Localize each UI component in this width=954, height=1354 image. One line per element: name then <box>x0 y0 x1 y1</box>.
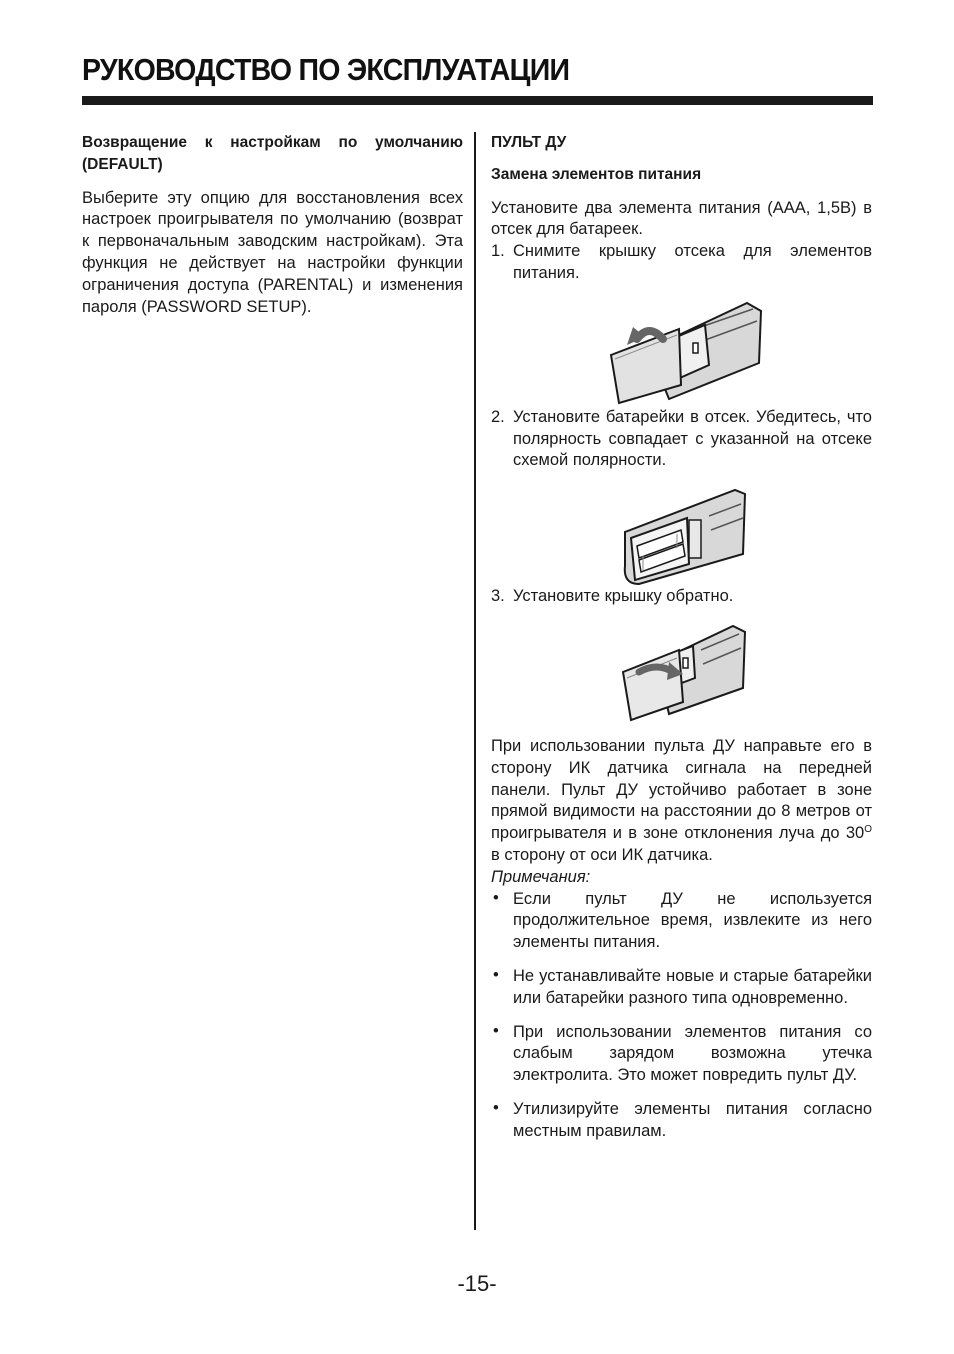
insert-batteries-illustration <box>617 486 747 586</box>
replace-cover-illustration <box>617 622 747 722</box>
note-item: • Если пульт ДУ не используется продолжительное время, извлеките из него элементы питания. <box>493 888 872 952</box>
left-column <box>82 132 463 318</box>
note-item: • Утилизируйте элементы питания согласно местным правилам. <box>493 1098 872 1140</box>
bullet-icon: • <box>493 888 499 907</box>
usage-paragraph: При использовании пульта ДУ направьте его в сторону ИК датчика сигнала на передней панели. Пульт ДУ устойчиво работает в зоне прямой видимости на расстоянии до 8 метров от проигрывателя и в зоне отклонения луча до $30^O$ в сторону от оси ИК датчика. <box>491 736 872 864</box>
steps-list-2 <box>491 407 872 472</box>
bullet-icon: • <box>493 1021 499 1040</box>
note-item: • При использовании элементов питания со слабым зарядом возможна утечка электролита. Это может повредить пульт ДУ. <box>493 1021 872 1085</box>
step-1 <box>491 241 872 285</box>
step-number: 1. <box>491 242 505 261</box>
note-item: • Не устанавливайте новые и старые батарейки или батарейки разного типа одновременно. <box>493 965 872 1007</box>
step-2 <box>491 407 872 472</box>
steps-list <box>491 241 872 285</box>
step-text: Установите крышку обратно. <box>513 587 734 606</box>
step-text: Установите батарейки в отсек. Убедитесь, что полярность совпадает с указанной на отсеке схемой полярности. <box>513 407 872 470</box>
step-number: 3. <box>491 587 505 606</box>
step-number: 2. <box>491 407 505 426</box>
degree-sign: O <box>864 824 872 836</box>
default-description: Выберите эту опцию для восстановления всех настроек проигрывателя по умолчанию (возврат к первоначальным заводским настройкам). Эта функция не действует на настройки функции ограничения доступа (PARENTAL) и изменения пароля (PASSWORD SETUP). <box>82 188 463 316</box>
page-number: -15- <box>457 1271 497 1296</box>
remove-cover-illustration <box>597 299 767 407</box>
bullet-icon: • <box>493 965 499 984</box>
title-rule <box>82 96 873 105</box>
bullet-icon: • <box>493 1098 499 1117</box>
notes-title: Примечания: <box>491 867 591 886</box>
steps-list-3 <box>491 586 872 608</box>
page-title: РУКОВОДСТВО ПО ЭКСПЛУАТАЦИИ <box>82 52 570 87</box>
step-3 <box>491 586 872 608</box>
battery-subsection-title: Замена элементов питания <box>491 165 702 183</box>
battery-intro: Установите два элемента питания (AAA, 1,5В) в отсек для батареек. <box>491 198 872 239</box>
right-column <box>491 132 872 1143</box>
notes-list <box>491 889 872 1143</box>
column-divider <box>474 132 476 1230</box>
default-heading: Возвращение к настройкам по умолчанию (DEFAULT) <box>82 134 463 173</box>
remote-section-title: ПУЛЬТ ДУ <box>491 134 567 151</box>
step-text: Снимите крышку отсека для элементов питания. <box>513 242 872 282</box>
